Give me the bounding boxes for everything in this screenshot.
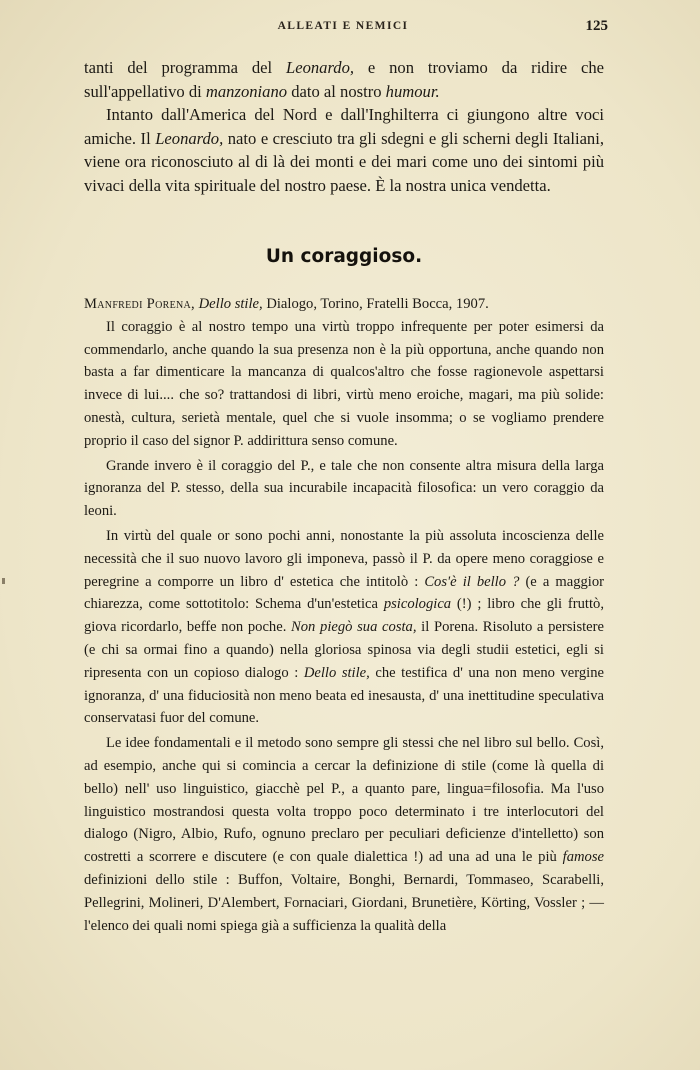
book-citation (84, 293, 604, 316)
italic-title: Dello stile, (303, 664, 370, 681)
text-run: nato e cresciuto tra gli sdegni e gli scherni degli Italiani, viene ora riconosciuto al di là dei monti e dei mari come uno dei sintomi più vivaci della vita spirituale del nostro paese. È la nostra unica vendetta. (84, 128, 604, 195)
text-run: dato al nostro (287, 81, 386, 101)
text-run: tanti del programma del (84, 58, 286, 77)
review-paragraph-3 (84, 525, 604, 730)
journal-title: Leonardo, (155, 128, 224, 148)
text-run: (!) ; libro che gli fruttò, giova ricordarlo, beffe non poche. (84, 596, 604, 636)
italic-term: psicologica (383, 596, 452, 613)
italic-term: famose (562, 849, 604, 866)
italic-quote: Non piegò sua costa, (291, 619, 417, 636)
text-run: Intanto dall'America del Nord e dall'Inghilterra ci giungono altre voci amiche. Il (84, 105, 604, 148)
review-paragraph-1: Il coraggio è al nostro tempo una virtù troppo infrequente per poter esimersi da commendarlo, anche quando la sua presenza non è la più opportuna, anche quando non basta a far dimenticare la mancanza di qualcos'altro che fosse ragionevole aspettarsi invece di lui.... che so? trattandosi di libri, virtù meno eroiche, magari, ma più solide: onestà, cultura, serietà mentale, quel che si vuole insomma; o se vogliamo prendere proprio il caso del signor P. addirittura senso comune. (84, 318, 604, 449)
intro-paragraph-1 (84, 56, 604, 103)
text-run: e non troviamo da ridire che sull'appellativo di (84, 58, 604, 101)
text-run: Le idee fondamentali e il metodo sono sempre gli stessi che nel libro sul bello. Così, ad esempio, anche qui si comincia a cercar la definizione di stile (come là quella di bello) nell' uso linguistico, giacchè pel P., a quanto pare, lingua=filosofia. Ma l'uso linguistico mostrandosi questa volta troppo poco determinato i tre interlocutori del dialogo (Nigro, Albio, Rufo, ognuno preclaro per peculiari deficienze d'intelletto) son costretti a scorrere e discutere (e con quale dialettica !) ad una ad una le più (84, 735, 604, 866)
journal-title: Leonardo, (285, 58, 355, 77)
intro-paragraph-2 (84, 103, 604, 197)
review-text (84, 293, 604, 937)
text-run: che testifica d' una non meno vergine ignoranza, d' una fiduciosità non meno beata ed inesausta, d' una inettitudine speculativa conservatasi fuor del comune. (84, 664, 604, 727)
text-run: definizioni dello stile : Buffon, Voltaire, Bonghi, Bernardi, Tommaseo, Scarabelli, Pellegrini, Molineri, D'Alembert, Fornaciari, Giordani, Brunetière, Körting, Vossler ; — l'elenco dei quali nomi spiega già a sufficienza la qualità della (84, 871, 604, 934)
citation-author: Manfredi Porena, (84, 296, 195, 312)
italic-term: humour. (385, 81, 440, 101)
citation-title: Dello stile, (198, 296, 263, 312)
italic-term: manzoniano (205, 81, 288, 101)
text-run: (e a maggior chiarezza, come sottotitolo: Schema d'un'estetica (84, 573, 604, 613)
review-paragraph-4 (84, 732, 604, 937)
review-paragraph-2: Grande invero è il coraggio del P., e tale che non consente altra misura della larga ignoranza del P. stesso, della sua incurabile incapacità filosofica: un vero coraggio da leoni. (84, 457, 604, 520)
section-heading: Un coraggioso. (265, 246, 423, 267)
intro-text (84, 56, 604, 198)
text-run: il Porena. Risoluto a persistere (e chi sa ormai fino a quando) nella gloriosa spinosa via degli studii estetici, egli si ripresenta con un copioso dialogo : (84, 619, 604, 681)
running-head: ALLEATI E NEMICI (277, 20, 409, 32)
italic-title: Cos'è il bello ? (424, 573, 520, 590)
text-run: In virtù del quale or sono pochi anni, nonostante la più assoluta incoscienza delle necessità che il suo nuovo lavoro gli imponeva, passò il P. da opere meno coraggiose e peregrine a comporre un libro d' estetica che intitolò : (84, 527, 604, 590)
page-header (82, 18, 608, 40)
margin-mark (2, 578, 5, 584)
citation-details: Dialogo, Torino, Fratelli Bocca, 1907. (262, 296, 489, 312)
page-number: 125 (585, 18, 608, 34)
